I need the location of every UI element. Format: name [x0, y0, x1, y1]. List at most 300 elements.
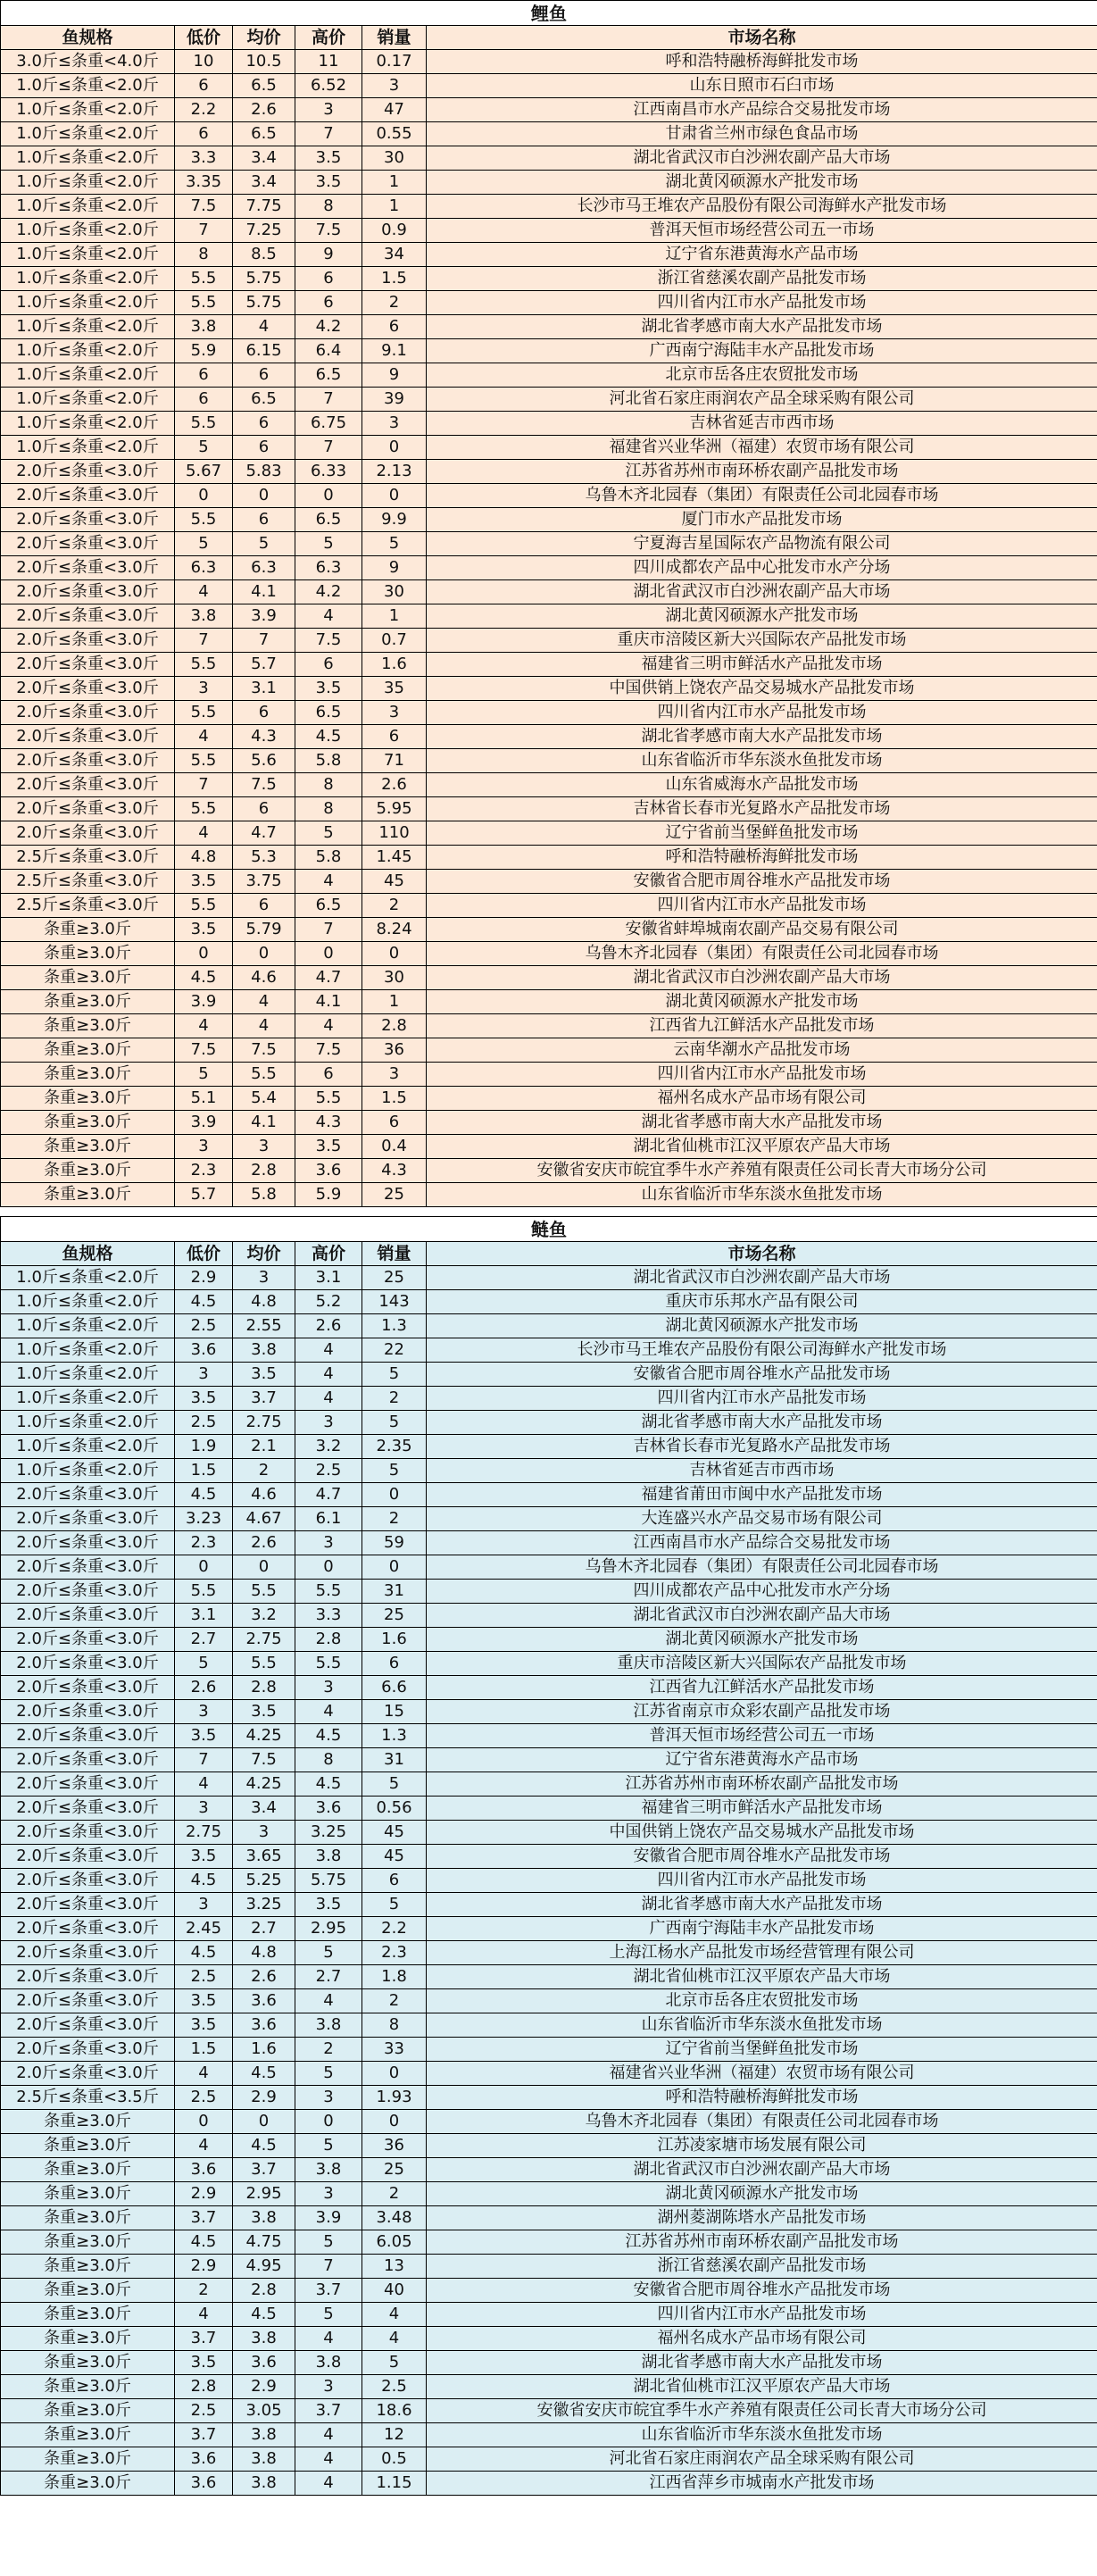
cell-market: 湖北黄冈硕源水产批发市场	[427, 990, 1097, 1014]
cell-market: 辽宁省前当堡鲜鱼批发市场	[427, 2038, 1097, 2062]
cell-high: 3.7	[295, 2279, 362, 2303]
table-row	[1, 146, 1097, 171]
cell-market: 安徽省蚌埠城南农副产品交易有限公司	[427, 918, 1097, 942]
cell-avg: 2.9	[233, 2086, 295, 2110]
cell-low: 7	[175, 629, 233, 653]
cell-high: 4	[295, 1338, 362, 1363]
cell-high: 3.8	[295, 1845, 362, 1869]
cell-spec: 1.0斤≤条重<2.0斤	[1, 74, 175, 98]
cell-volume: 35	[362, 677, 427, 701]
cell-market: 宁夏海吉星国际农产品物流有限公司	[427, 532, 1097, 556]
cell-avg: 3.8	[233, 2206, 295, 2230]
cell-market: 浙江省慈溪农副产品批发市场	[427, 2255, 1097, 2279]
cell-avg: 4.25	[233, 1772, 295, 1797]
cell-high: 6	[295, 291, 362, 315]
cell-spec: 1.0斤≤条重<2.0斤	[1, 1411, 175, 1435]
cell-high: 5.2	[295, 1290, 362, 1314]
cell-spec: 条重≥3.0斤	[1, 1038, 175, 1063]
cell-avg: 3.75	[233, 870, 295, 894]
cell-spec: 条重≥3.0斤	[1, 2255, 175, 2279]
cell-volume: 2	[362, 1387, 427, 1411]
cell-spec: 条重≥3.0斤	[1, 1111, 175, 1135]
cell-low: 5.1	[175, 1087, 233, 1111]
cell-low: 2	[175, 2279, 233, 2303]
cell-volume: 9	[362, 363, 427, 388]
cell-avg: 1.6	[233, 2038, 295, 2062]
cell-high: 6.5	[295, 363, 362, 388]
table-row	[1, 1965, 1097, 1989]
cell-low: 0	[175, 942, 233, 966]
cell-volume: 2.8	[362, 1014, 427, 1038]
cell-market: 湖北黄冈硕源水产批发市场	[427, 1628, 1097, 1652]
cell-spec: 1.0斤≤条重<2.0斤	[1, 1314, 175, 1338]
cell-market: 河北省石家庄雨润农产品全球采购有限公司	[427, 2447, 1097, 2472]
cell-spec: 2.0斤≤条重<3.0斤	[1, 1748, 175, 1772]
cell-low: 4.5	[175, 2230, 233, 2255]
cell-high: 6	[295, 267, 362, 291]
cell-high: 4.5	[295, 1724, 362, 1748]
cell-volume: 5	[362, 532, 427, 556]
cell-spec: 2.5斤≤条重<3.5斤	[1, 2086, 175, 2110]
cell-spec: 条重≥3.0斤	[1, 2375, 175, 2399]
cell-low: 5.7	[175, 1183, 233, 1207]
cell-avg: 4.5	[233, 2134, 295, 2158]
cell-market: 吉林省延吉市西市场	[427, 1459, 1097, 1483]
cell-avg: 5.7	[233, 653, 295, 677]
cell-spec: 2.0斤≤条重<3.0斤	[1, 797, 175, 821]
cell-avg: 2.8	[233, 1159, 295, 1183]
cell-volume: 39	[362, 388, 427, 412]
cell-spec: 2.0斤≤条重<3.0斤	[1, 1676, 175, 1700]
cell-volume: 45	[362, 1845, 427, 1869]
cell-market: 山东日照市石臼市场	[427, 74, 1097, 98]
cell-avg: 4	[233, 990, 295, 1014]
table-row	[1, 797, 1097, 821]
cell-high: 0	[295, 942, 362, 966]
cell-volume: 143	[362, 1290, 427, 1314]
cell-spec: 2.0斤≤条重<3.0斤	[1, 629, 175, 653]
carp-table	[0, 0, 1097, 1207]
cell-market: 江西省九江鲜活水产品批发市场	[427, 1676, 1097, 1700]
cell-high: 8	[295, 1748, 362, 1772]
cell-low: 5.5	[175, 749, 233, 773]
cell-low: 3.1	[175, 1604, 233, 1628]
cell-market: 中国供销上饶农产品交易城水产品批发市场	[427, 677, 1097, 701]
cell-low: 7	[175, 1748, 233, 1772]
cell-low: 5.5	[175, 267, 233, 291]
cell-low: 4	[175, 2134, 233, 2158]
table-row	[1, 508, 1097, 532]
cell-spec: 1.0斤≤条重<2.0斤	[1, 1387, 175, 1411]
cell-high: 3.7	[295, 2399, 362, 2423]
table-row	[1, 821, 1097, 846]
cell-volume: 0.55	[362, 122, 427, 146]
cell-low: 5.5	[175, 508, 233, 532]
cell-market: 湖北省仙桃市江汉平原农产品大市场	[427, 1135, 1097, 1159]
table-row	[1, 74, 1097, 98]
cell-high: 0	[295, 484, 362, 508]
cell-avg: 5.25	[233, 1869, 295, 1893]
cell-low: 3.6	[175, 2447, 233, 2472]
cell-market: 湖北省武汉市白沙洲农副产品大市场	[427, 146, 1097, 171]
cell-low: 0	[175, 1555, 233, 1580]
cell-spec: 3.0斤≤条重<4.0斤	[1, 50, 175, 74]
cell-volume: 71	[362, 749, 427, 773]
cell-spec: 条重≥3.0斤	[1, 2447, 175, 2472]
cell-volume: 34	[362, 243, 427, 267]
cell-high: 7	[295, 918, 362, 942]
cell-avg: 7	[233, 629, 295, 653]
cell-volume: 18.6	[362, 2399, 427, 2423]
cell-avg: 3.4	[233, 1797, 295, 1821]
cell-volume: 5	[362, 1411, 427, 1435]
cell-low: 3.6	[175, 1338, 233, 1363]
cell-low: 4	[175, 2303, 233, 2327]
cell-high: 5	[295, 2134, 362, 2158]
cell-low: 5.5	[175, 797, 233, 821]
cell-market: 山东省临沂市华东淡水鱼批发市场	[427, 2423, 1097, 2447]
table-row	[1, 2134, 1097, 2158]
cell-high: 4.2	[295, 315, 362, 339]
cell-spec: 2.0斤≤条重<3.0斤	[1, 773, 175, 797]
column-header-high: 高价	[295, 26, 362, 50]
table-row	[1, 1604, 1097, 1628]
table-row	[1, 2230, 1097, 2255]
cell-spec: 条重≥3.0斤	[1, 1063, 175, 1087]
cell-spec: 2.0斤≤条重<3.0斤	[1, 1555, 175, 1580]
cell-spec: 条重≥3.0斤	[1, 2158, 175, 2182]
cell-high: 5	[295, 821, 362, 846]
cell-high: 3	[295, 1676, 362, 1700]
cell-avg: 4.6	[233, 1483, 295, 1507]
cell-volume: 2	[362, 894, 427, 918]
table-row	[1, 725, 1097, 749]
table-row	[1, 2086, 1097, 2110]
cell-low: 4	[175, 1772, 233, 1797]
cell-low: 3.6	[175, 2158, 233, 2182]
cell-market: 湖北省孝感市南大水产品批发市场	[427, 1411, 1097, 1435]
table-row	[1, 1038, 1097, 1063]
cell-avg: 4.1	[233, 580, 295, 604]
cell-low: 4.5	[175, 1869, 233, 1893]
cell-volume: 31	[362, 1748, 427, 1772]
table-row	[1, 894, 1097, 918]
cell-avg: 7.25	[233, 219, 295, 243]
cell-spec: 1.0斤≤条重<2.0斤	[1, 195, 175, 219]
cell-volume: 25	[362, 1183, 427, 1207]
cell-avg: 6.5	[233, 122, 295, 146]
cell-market: 云南华潮水产品批发市场	[427, 1038, 1097, 1063]
cell-avg: 3.25	[233, 1893, 295, 1917]
cell-high: 7.5	[295, 1038, 362, 1063]
table-row	[1, 2399, 1097, 2423]
cell-spec: 2.0斤≤条重<3.0斤	[1, 821, 175, 846]
table-row	[1, 1845, 1097, 1869]
cell-spec: 2.0斤≤条重<3.0斤	[1, 1724, 175, 1748]
cell-spec: 2.0斤≤条重<3.0斤	[1, 1917, 175, 1941]
cell-high: 11	[295, 50, 362, 74]
cell-volume: 8	[362, 2013, 427, 2038]
table-row	[1, 1411, 1097, 1435]
cell-market: 安徽省安庆市皖宜季牛水产养殖有限责任公司长青大市场分公司	[427, 2399, 1097, 2423]
cell-market: 吉林省长春市光复路水产品批发市场	[427, 797, 1097, 821]
cell-high: 3	[295, 2182, 362, 2206]
cell-volume: 6.6	[362, 1676, 427, 1700]
cell-low: 3.6	[175, 2472, 233, 2496]
cell-volume: 1	[362, 990, 427, 1014]
cell-market: 福建省兴业华洲（福建）农贸市场有限公司	[427, 436, 1097, 460]
cell-high: 4	[295, 604, 362, 629]
cell-market: 呼和浩特融桥海鲜批发市场	[427, 2086, 1097, 2110]
cell-low: 3.7	[175, 2206, 233, 2230]
table-row	[1, 436, 1097, 460]
table-row	[1, 219, 1097, 243]
cell-high: 6.5	[295, 508, 362, 532]
cell-market: 普洱天恒市场经营公司五一市场	[427, 1724, 1097, 1748]
cell-market: 普洱天恒市场经营公司五一市场	[427, 219, 1097, 243]
cell-avg: 4.8	[233, 1941, 295, 1965]
table-row	[1, 1748, 1097, 1772]
cell-low: 5.5	[175, 653, 233, 677]
cell-volume: 59	[362, 1531, 427, 1555]
cell-spec: 1.0斤≤条重<2.0斤	[1, 146, 175, 171]
table-row	[1, 629, 1097, 653]
cell-spec: 2.0斤≤条重<3.0斤	[1, 1772, 175, 1797]
cell-market: 广西南宁海陆丰水产品批发市场	[427, 1917, 1097, 1941]
cell-market: 江西省九江鲜活水产品批发市场	[427, 1014, 1097, 1038]
table-row	[1, 1459, 1097, 1483]
cell-avg: 5.79	[233, 918, 295, 942]
cell-spec: 1.0斤≤条重<2.0斤	[1, 122, 175, 146]
cell-market: 呼和浩特融桥海鲜批发市场	[427, 50, 1097, 74]
cell-market: 吉林省长春市光复路水产品批发市场	[427, 1435, 1097, 1459]
cell-low: 2.45	[175, 1917, 233, 1941]
column-header-avg: 均价	[233, 26, 295, 50]
cell-volume: 6	[362, 725, 427, 749]
cell-high: 5.5	[295, 1087, 362, 1111]
cell-market: 湖北省孝感市南大水产品批发市场	[427, 315, 1097, 339]
cell-high: 5	[295, 1941, 362, 1965]
cell-spec: 2.5斤≤条重<3.0斤	[1, 870, 175, 894]
cell-market: 江西南昌市水产品综合交易批发市场	[427, 98, 1097, 122]
cell-avg: 6.15	[233, 339, 295, 363]
cell-volume: 15	[362, 1700, 427, 1724]
cell-volume: 0	[362, 436, 427, 460]
cell-high: 7.5	[295, 219, 362, 243]
cell-avg: 4.1	[233, 1111, 295, 1135]
table-row	[1, 2447, 1097, 2472]
cell-avg: 3.6	[233, 1989, 295, 2013]
cell-spec: 条重≥3.0斤	[1, 1159, 175, 1183]
cell-market: 乌鲁木齐北园春（集团）有限责任公司北园春市场	[427, 942, 1097, 966]
cell-avg: 7.5	[233, 1038, 295, 1063]
cell-volume: 0	[362, 2110, 427, 2134]
cell-low: 0	[175, 2110, 233, 2134]
cell-avg: 2.8	[233, 1676, 295, 1700]
table-row	[1, 2303, 1097, 2327]
cell-high: 4.3	[295, 1111, 362, 1135]
cell-spec: 2.0斤≤条重<3.0斤	[1, 2013, 175, 2038]
table-row	[1, 677, 1097, 701]
column-header-volume: 销量	[362, 26, 427, 50]
cell-avg: 4	[233, 315, 295, 339]
cell-low: 3	[175, 1893, 233, 1917]
cell-low: 1.5	[175, 2038, 233, 2062]
table-row	[1, 2472, 1097, 2496]
cell-avg: 5.3	[233, 846, 295, 870]
cell-low: 3.5	[175, 1387, 233, 1411]
table-row	[1, 990, 1097, 1014]
cell-high: 4.7	[295, 1483, 362, 1507]
cell-spec: 1.0斤≤条重<2.0斤	[1, 315, 175, 339]
cell-spec: 2.0斤≤条重<3.0斤	[1, 677, 175, 701]
cell-high: 3.8	[295, 2013, 362, 2038]
cell-spec: 1.0斤≤条重<2.0斤	[1, 1363, 175, 1387]
table-row	[1, 1159, 1097, 1183]
table-row	[1, 532, 1097, 556]
cell-volume: 5	[362, 1893, 427, 1917]
table-row	[1, 412, 1097, 436]
table-row	[1, 2062, 1097, 2086]
cell-avg: 4.5	[233, 2062, 295, 2086]
cell-volume: 1.3	[362, 1724, 427, 1748]
cell-spec: 2.0斤≤条重<3.0斤	[1, 1845, 175, 1869]
table-row	[1, 580, 1097, 604]
cell-avg: 4.95	[233, 2255, 295, 2279]
cell-spec: 1.0斤≤条重<2.0斤	[1, 219, 175, 243]
cell-low: 4.5	[175, 966, 233, 990]
cell-high: 6.1	[295, 1507, 362, 1531]
cell-market: 四川省内江市水产品批发市场	[427, 291, 1097, 315]
cell-high: 3.5	[295, 1135, 362, 1159]
table-row	[1, 556, 1097, 580]
table-row	[1, 2423, 1097, 2447]
cell-avg: 3.6	[233, 2351, 295, 2375]
cell-high: 4.7	[295, 966, 362, 990]
table-row	[1, 1290, 1097, 1314]
cell-avg: 2.55	[233, 1314, 295, 1338]
cell-spec: 条重≥3.0斤	[1, 1087, 175, 1111]
cell-low: 5	[175, 532, 233, 556]
cell-market: 重庆市乐邦水产品有限公司	[427, 1290, 1097, 1314]
cell-avg: 6.5	[233, 74, 295, 98]
cell-avg: 6	[233, 363, 295, 388]
cell-market: 厦门市水产品批发市场	[427, 508, 1097, 532]
cell-spec: 条重≥3.0斤	[1, 2351, 175, 2375]
cell-market: 湖北省武汉市白沙洲农副产品大市场	[427, 966, 1097, 990]
cell-low: 3.5	[175, 2013, 233, 2038]
cell-low: 2.6	[175, 1676, 233, 1700]
cell-market: 江西省萍乡市城南水产批发市场	[427, 2472, 1097, 2496]
table-row	[1, 1387, 1097, 1411]
cell-low: 6	[175, 363, 233, 388]
cell-spec: 1.0斤≤条重<2.0斤	[1, 1459, 175, 1483]
table-row	[1, 1652, 1097, 1676]
cell-high: 5.5	[295, 1580, 362, 1604]
cell-avg: 5.75	[233, 291, 295, 315]
cell-market: 湖州菱湖陈塔水产品批发市场	[427, 2206, 1097, 2230]
cell-avg: 5.75	[233, 267, 295, 291]
cell-market: 湖北黄冈硕源水产批发市场	[427, 604, 1097, 629]
cell-spec: 条重≥3.0斤	[1, 1183, 175, 1207]
cell-low: 2.2	[175, 98, 233, 122]
cell-high: 5	[295, 532, 362, 556]
cell-spec: 2.0斤≤条重<3.0斤	[1, 1965, 175, 1989]
cell-high: 3.6	[295, 1797, 362, 1821]
cell-avg: 3.5	[233, 1700, 295, 1724]
cell-market: 福建省兴业华洲（福建）农贸市场有限公司	[427, 2062, 1097, 2086]
cell-volume: 9.9	[362, 508, 427, 532]
cell-volume: 0.7	[362, 629, 427, 653]
cell-volume: 9.1	[362, 339, 427, 363]
cell-avg: 3.8	[233, 1338, 295, 1363]
cell-volume: 0.17	[362, 50, 427, 74]
cell-volume: 6	[362, 1869, 427, 1893]
cell-market: 江苏省苏州市南环桥农副产品批发市场	[427, 2230, 1097, 2255]
cell-spec: 2.0斤≤条重<3.0斤	[1, 1941, 175, 1965]
cell-high: 4.5	[295, 725, 362, 749]
cell-avg: 4.3	[233, 725, 295, 749]
cell-spec: 1.0斤≤条重<2.0斤	[1, 339, 175, 363]
column-header-market: 市场名称	[427, 1242, 1097, 1266]
cell-volume: 5	[362, 1459, 427, 1483]
cell-low: 3	[175, 677, 233, 701]
cell-spec: 2.0斤≤条重<3.0斤	[1, 1483, 175, 1507]
cell-market: 湖北省孝感市南大水产品批发市场	[427, 2351, 1097, 2375]
cell-high: 4	[295, 2472, 362, 2496]
table-row	[1, 50, 1097, 74]
cell-avg: 2.6	[233, 1531, 295, 1555]
cell-low: 0	[175, 484, 233, 508]
cell-volume: 1.45	[362, 846, 427, 870]
table-row	[1, 1338, 1097, 1363]
cell-volume: 4	[362, 2303, 427, 2327]
cell-low: 3.5	[175, 1845, 233, 1869]
cell-avg: 7.75	[233, 195, 295, 219]
cell-volume: 0	[362, 942, 427, 966]
cell-high: 4	[295, 1989, 362, 2013]
table-row	[1, 1531, 1097, 1555]
cell-spec: 2.0斤≤条重<3.0斤	[1, 653, 175, 677]
cell-market: 北京市岳各庄农贸批发市场	[427, 1989, 1097, 2013]
cell-avg: 2.7	[233, 1917, 295, 1941]
cell-volume: 25	[362, 2158, 427, 2182]
cell-volume: 4	[362, 2327, 427, 2351]
cell-avg: 3	[233, 1135, 295, 1159]
cell-spec: 2.0斤≤条重<3.0斤	[1, 1628, 175, 1652]
cell-avg: 6	[233, 894, 295, 918]
table-row	[1, 1869, 1097, 1893]
cell-volume: 12	[362, 2423, 427, 2447]
cell-high: 3.5	[295, 171, 362, 195]
cell-volume: 0	[362, 1483, 427, 1507]
table-row	[1, 315, 1097, 339]
table-row	[1, 2158, 1097, 2182]
table-row	[1, 2279, 1097, 2303]
cell-low: 3.9	[175, 1111, 233, 1135]
cell-volume: 3.48	[362, 2206, 427, 2230]
cell-high: 3	[295, 1531, 362, 1555]
table-row	[1, 2327, 1097, 2351]
cell-low: 10	[175, 50, 233, 74]
table-row	[1, 846, 1097, 870]
cell-avg: 7.5	[233, 1748, 295, 1772]
cell-high: 6.5	[295, 701, 362, 725]
cell-volume: 2.35	[362, 1435, 427, 1459]
cell-avg: 4.25	[233, 1724, 295, 1748]
cell-avg: 6.3	[233, 556, 295, 580]
cell-market: 福建省莆田市闽中水产品批发市场	[427, 1483, 1097, 1507]
